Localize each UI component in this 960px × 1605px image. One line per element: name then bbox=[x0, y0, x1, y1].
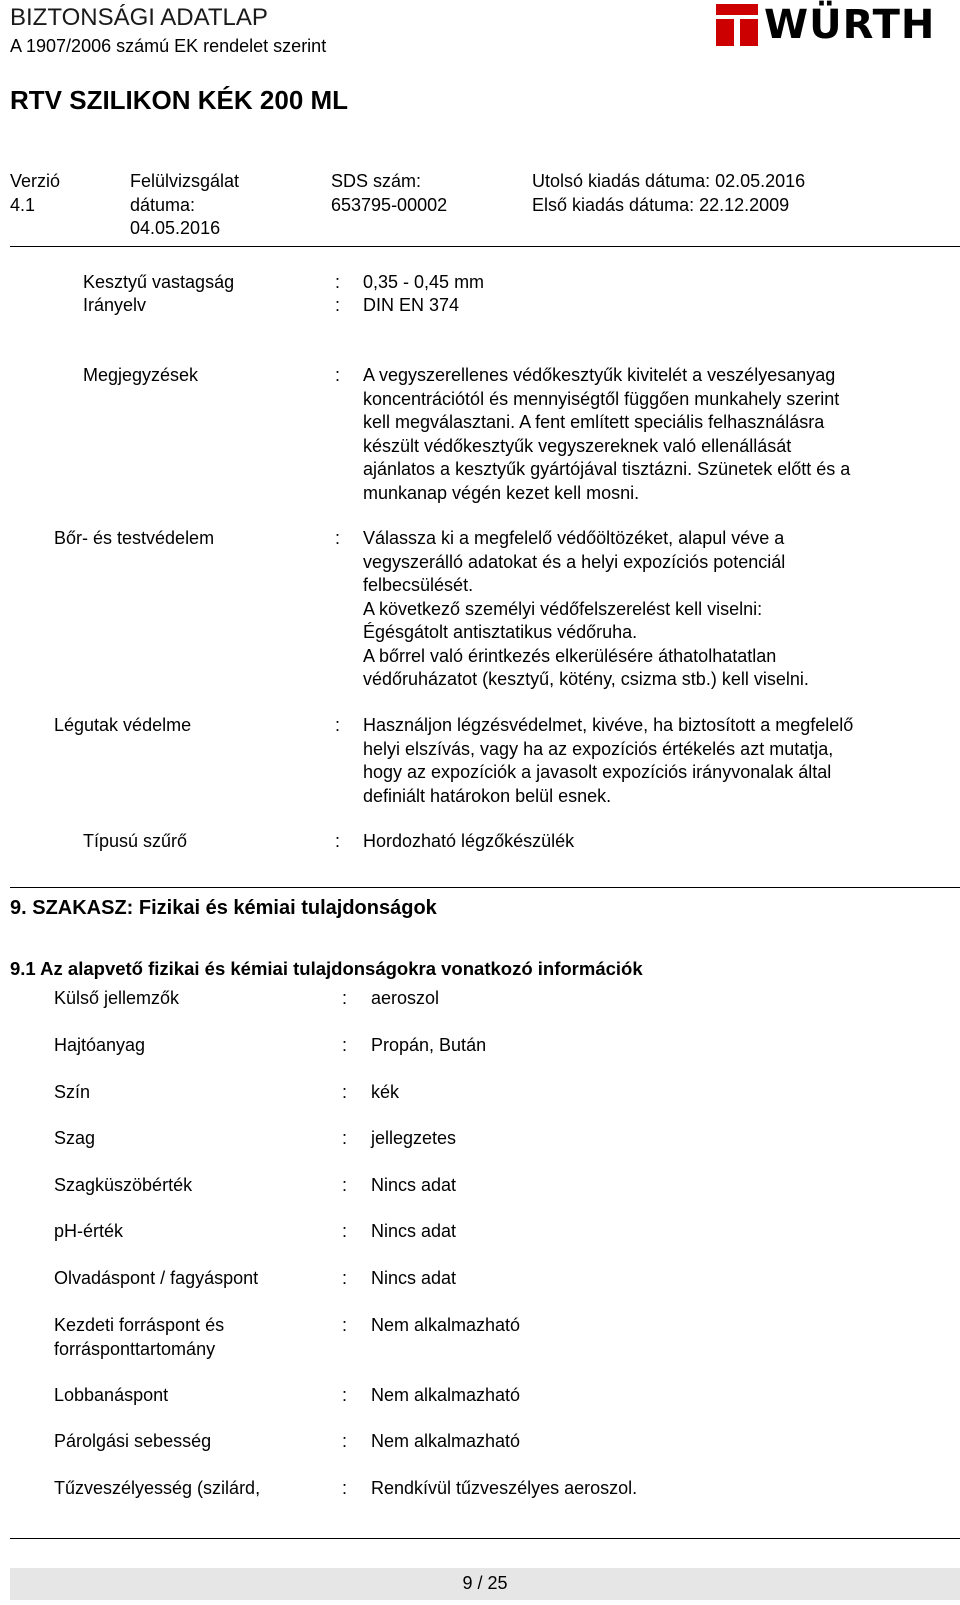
colon: : bbox=[335, 528, 341, 548]
property-label-line: Párolgási sebesség bbox=[54, 1431, 212, 1451]
text-line: A bőrrel való érintkezés elkerülésére áthatolhatatlan bbox=[363, 645, 777, 666]
property-value: Nem alkalmazható bbox=[371, 1315, 521, 1335]
colon: : bbox=[342, 1268, 348, 1288]
colon: : bbox=[335, 295, 341, 315]
colon: : bbox=[342, 1175, 348, 1195]
filter-type-label: Típusú szűrő bbox=[83, 831, 188, 851]
revision-label-2: dátuma: bbox=[130, 195, 196, 215]
colon: : bbox=[335, 715, 341, 735]
last-issue-date: Utolsó kiadás dátuma: 02.05.2016 bbox=[532, 171, 806, 191]
wurth-logo-mark-icon bbox=[714, 2, 760, 48]
revision-label: Felülvizsgálat bbox=[130, 171, 240, 191]
glove-standard-value: DIN EN 374 bbox=[363, 295, 460, 315]
property-value: Nincs adat bbox=[371, 1175, 457, 1195]
property-label bbox=[54, 1477, 260, 1501]
property-label bbox=[54, 1174, 192, 1198]
text-line: vegyszerálló adatokat és a helyi expozíciós potenciál bbox=[363, 551, 786, 572]
section-divider bbox=[10, 887, 960, 888]
property-value: Rendkívül tűzveszélyes aeroszol. bbox=[371, 1478, 638, 1498]
text-line: védőruházatot (kesztyű, kötény, csizma stb.) kell viselni. bbox=[363, 669, 809, 689]
property-label-line: pH-érték bbox=[54, 1221, 124, 1241]
glove-thickness-value: 0,35 - 0,45 mm bbox=[363, 272, 485, 292]
text-line: helyi elszívás, vagy ha az expozíciós értékelés azt mutatja, bbox=[363, 738, 834, 759]
text-line: kell megválasztani. A fent említett speciális felhasználásra bbox=[363, 412, 825, 432]
section-9-1-subtitle: 9.1 Az alapvető fizikai és kémiai tulajdonságokra vonatkozó információk bbox=[10, 958, 643, 979]
sds-label: SDS szám: bbox=[331, 171, 422, 191]
property-value: Propán, Bután bbox=[371, 1035, 487, 1055]
colon: : bbox=[342, 1082, 348, 1102]
text-line: koncentrációtól és mennyiségtől függően munkahely szerint bbox=[363, 388, 840, 409]
page-number: 9 / 25 bbox=[462, 1573, 508, 1593]
property-label bbox=[54, 987, 179, 1011]
wurth-logo-text: WÜRTH bbox=[764, 2, 936, 48]
text-line: felbecsülését. bbox=[363, 575, 474, 595]
property-value: Nem alkalmazható bbox=[371, 1385, 521, 1405]
footer-divider bbox=[10, 1538, 960, 1539]
property-value: kék bbox=[371, 1082, 400, 1102]
text-line: Válassza ki a megfelelő védőöltözéket, alapul véve a bbox=[363, 528, 785, 548]
property-value: Nem alkalmazható bbox=[371, 1431, 521, 1451]
page-footer bbox=[10, 1568, 960, 1600]
text-line: Használjon légzésvédelmet, kivéve, ha biztosított a megfelelő bbox=[363, 715, 854, 735]
property-label-line: Lobbanáspont bbox=[54, 1385, 169, 1405]
regulation-subtitle: A 1907/2006 számú EK rendelet szerint bbox=[10, 36, 327, 56]
property-value: aeroszol bbox=[371, 988, 440, 1008]
revision-date: 04.05.2016 bbox=[130, 218, 221, 238]
colon: : bbox=[342, 1478, 348, 1498]
text-line: A következő személyi védőfelszerelést kell viselni: bbox=[363, 598, 763, 619]
colon: : bbox=[342, 1035, 348, 1055]
first-issue-date: Első kiadás dátuma: 22.12.2009 bbox=[532, 195, 790, 215]
property-label-line: Hajtóanyag bbox=[54, 1035, 146, 1055]
text-line: hogy az expozíciók a javasolt expozíciós irányvonalak által bbox=[363, 762, 832, 782]
glove-notes-text bbox=[363, 364, 850, 505]
respiratory-protection-label: Légutak védelme bbox=[54, 715, 192, 735]
colon: : bbox=[335, 831, 341, 851]
property-label bbox=[54, 1127, 95, 1151]
property-label bbox=[54, 1314, 224, 1361]
property-label bbox=[54, 1430, 211, 1454]
property-label bbox=[54, 1081, 90, 1105]
skin-protection-label: Bőr- és testvédelem bbox=[54, 528, 215, 548]
header-divider bbox=[10, 246, 960, 247]
property-label-line: Szagküszöbérték bbox=[54, 1175, 193, 1195]
glove-notes-label: Megjegyzések bbox=[83, 365, 199, 385]
property-label-line: Olvadáspont / fagyáspont bbox=[54, 1268, 259, 1288]
text-line: Égésgátolt antisztatikus védőruha. bbox=[363, 622, 638, 642]
version-label: Verzió bbox=[10, 171, 61, 191]
property-label-line: Tűzveszélyesség (szilárd, bbox=[54, 1478, 261, 1498]
property-label-line: forrásponttartomány bbox=[54, 1338, 216, 1359]
text-line: készült védőkesztyűk vegyszereknek való ellenállását bbox=[363, 435, 792, 456]
text-line: A vegyszerellenes védőkesztyűk kivitelét a veszélyesanyag bbox=[363, 365, 836, 385]
respiratory-protection-text bbox=[363, 714, 853, 808]
colon: : bbox=[342, 988, 348, 1008]
colon: : bbox=[342, 1221, 348, 1241]
wurth-logo bbox=[714, 2, 946, 54]
text-line: munkanap végén kezet kell mosni. bbox=[363, 482, 640, 503]
sds-number: 653795-00002 bbox=[331, 195, 448, 215]
property-label-line: Kezdeti forráspont és bbox=[54, 1315, 225, 1335]
text-line: definiált határokon belül esnek. bbox=[363, 785, 612, 806]
property-label bbox=[54, 1220, 123, 1244]
property-label-line: Szín bbox=[54, 1082, 91, 1102]
property-label bbox=[54, 1267, 258, 1291]
property-value: Nincs adat bbox=[371, 1221, 457, 1241]
colon: : bbox=[342, 1315, 348, 1335]
glove-standard-label: Irányelv bbox=[83, 295, 147, 315]
section-9-title: 9. SZAKASZ: Fizikai és kémiai tulajdonságok bbox=[10, 897, 437, 919]
colon: : bbox=[335, 272, 341, 292]
property-label-line: Külső jellemzők bbox=[54, 988, 180, 1008]
glove-thickness-label: Kesztyű vastagság bbox=[83, 272, 235, 292]
document-title: BIZTONSÁGI ADATLAP bbox=[10, 4, 268, 31]
colon: : bbox=[335, 365, 341, 385]
colon: : bbox=[342, 1431, 348, 1451]
property-value: Nincs adat bbox=[371, 1268, 457, 1288]
version-value: 4.1 bbox=[10, 195, 36, 215]
colon: : bbox=[342, 1128, 348, 1148]
colon: : bbox=[342, 1385, 348, 1405]
product-name: RTV SZILIKON KÉK 200 ML bbox=[10, 85, 349, 115]
filter-type-value: Hordozható légzőkészülék bbox=[363, 831, 575, 851]
property-label-line: Szag bbox=[54, 1128, 96, 1148]
text-line: ajánlatos a kesztyűk gyártójával tisztázni. Szünetek előtt és a bbox=[363, 459, 851, 479]
property-label bbox=[54, 1034, 145, 1058]
property-label bbox=[54, 1384, 168, 1408]
property-value: jellegzetes bbox=[371, 1128, 457, 1148]
skin-protection-text bbox=[363, 527, 809, 692]
